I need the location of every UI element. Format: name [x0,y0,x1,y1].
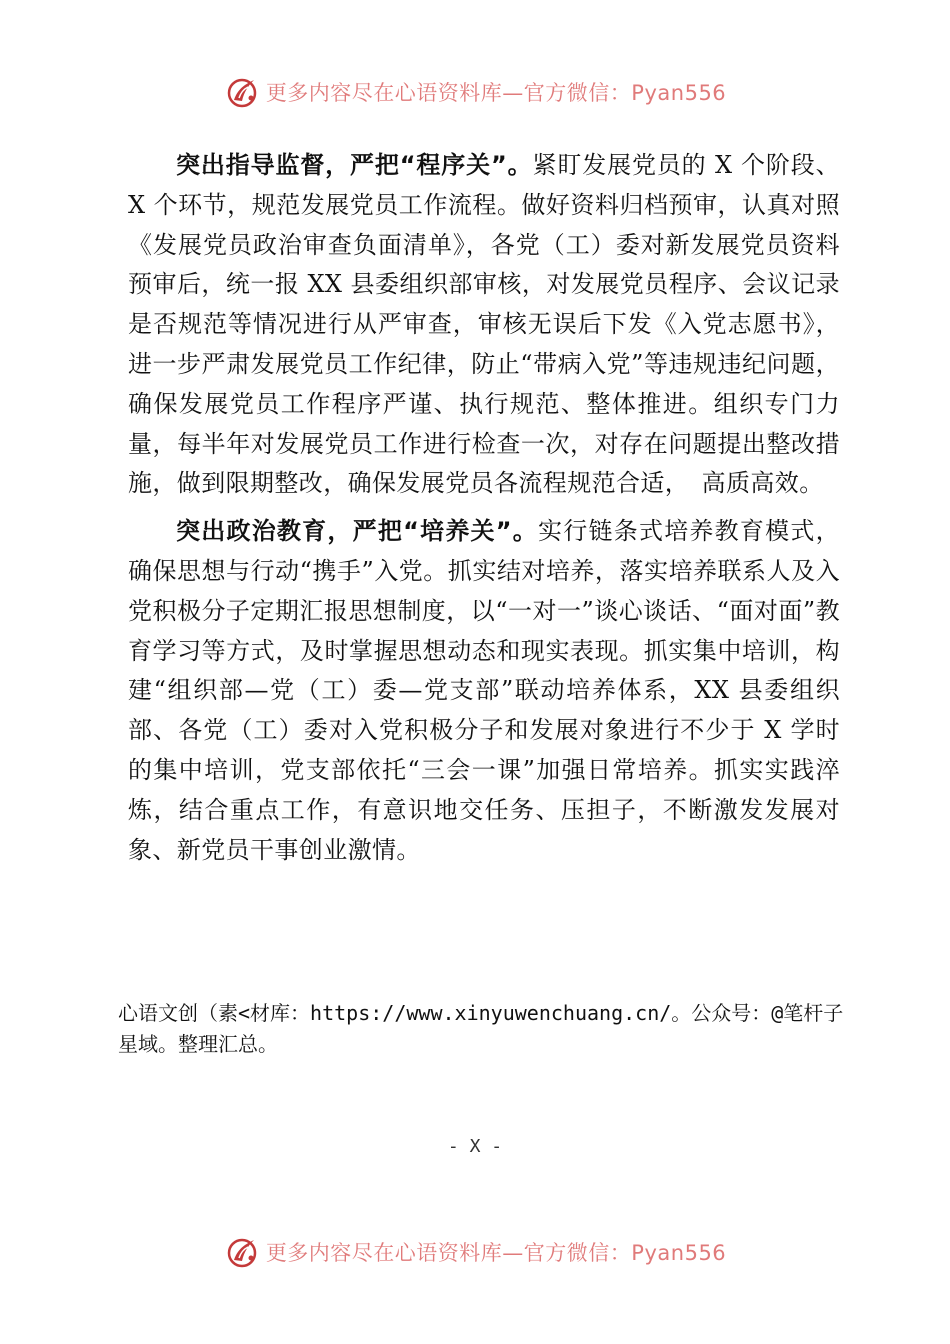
flame-logo-icon [224,1234,260,1270]
watermark-banner-bottom [0,1230,950,1274]
paragraph [128,146,840,504]
paragraph-body: 紧盯发展党员的 X 个阶段、X 个环节，规范发展党员工作流程。做好资料归档预审，认真对照《发展党员政治审查负面清单》，各党（工）委对新发展党员资料预审后，统一报 XX 县委组织部审核，对发展党员程序、会议记录是否规范等情况进行从严审查，审核无误后下发《入党志愿书》，进一步严肃发展党员工作纪律，防止“带病入党”等违规违纪问题，确保发展党员工作程序严谨、执行规范、整体推进。组织专门力量，每半年对发展党员工作进行检查一次，对存在问题提出整改措施，做到限期整改，确保发展党员各流程规范合适， 高质高效。 [128,151,840,498]
watermark-text: 更多内容尽在心语资料库—官方微信：Pyan556 [265,81,727,105]
source-note: 心语文创（素<材库：https://www.xinyuwenchuang.cn/。公众号：@笔杆子星域。整理汇总。 [118,1001,844,1056]
paragraph-lead: 突出指导监督，严把“程序关”。 [176,151,533,179]
watermark-banner-top [0,70,950,114]
document-body [128,146,840,878]
page-number: - X - [447,1136,503,1157]
paragraph-lead: 突出政治教育，严把“培养关”。 [176,517,539,546]
flame-logo-icon [224,74,260,110]
paragraph [128,512,840,870]
paragraph-body: 实行链条式培养教育模式，确保思想与行动“携手”入党。抓实结对培养，落实培养联系人及入党积极分子定期汇报思想制度，以“一对一”谈心谈话、“面对面”教育学习等方式，及时掌握思想动态和现实表现。抓实集中培训，构建“组织部—党（工）委—党支部”联动培养体系，XX 县委组织部、各党（工）委对入党积极分子和发展对象进行不少于 X 学时的集中培训，党支部依托“三会一课”加强日常培养。抓实实践淬炼，结合重点工作，有意识地交任务、压担子，不断激发发展对象、新党员干事创业激情。 [128,517,840,864]
watermark-text: 更多内容尽在心语资料库—官方微信：Pyan556 [265,1241,727,1265]
